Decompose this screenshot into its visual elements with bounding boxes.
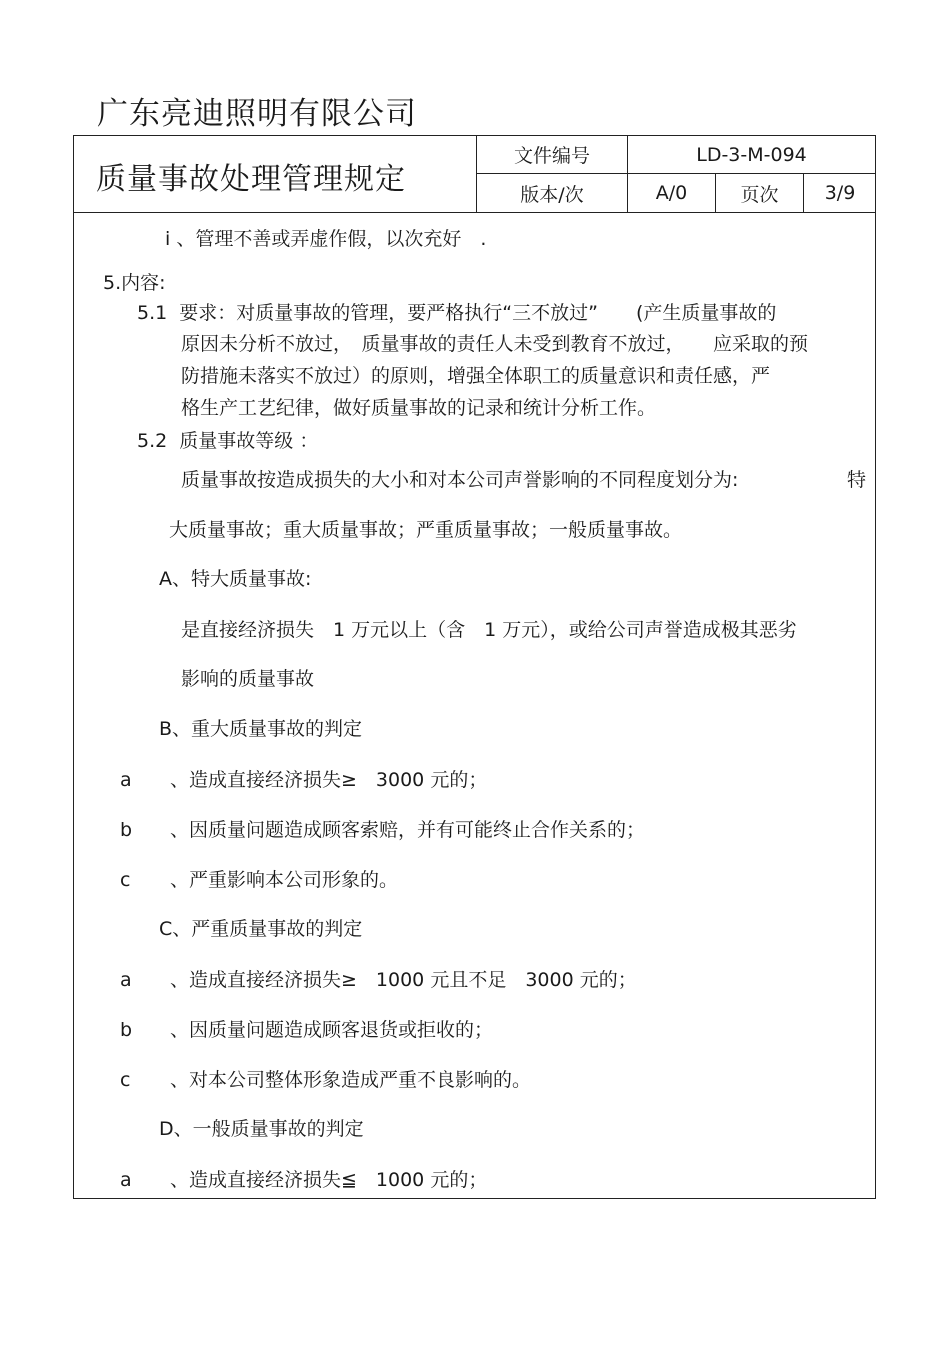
item-i: i 、管理不善或弄虚作假，以次充好 . <box>165 228 487 250</box>
category-b-item-c: 、严重影响本公司形象的。 <box>170 869 399 891</box>
file-number-value: LD-3-M-094 <box>696 143 807 166</box>
category-a-line-2: 影响的质量事故 <box>181 668 315 690</box>
category-c-item-b-marker: b <box>120 1019 133 1041</box>
category-b-item-b-marker: b <box>120 819 133 841</box>
section-5-1-line-2: 原因未分析不放过， 质量事故的责任人未受到教育不放过， 应采取的预 <box>181 333 809 355</box>
section-5-heading: 5.内容: <box>103 272 166 294</box>
section-5-2-para-line-1-end: 特 <box>847 469 867 491</box>
category-d-title: D、一般质量事故的判定 <box>159 1118 364 1140</box>
category-c-item-a-marker: a <box>120 969 132 991</box>
section-5-1-line-4: 格生产工艺纪律，做好质量事故的记录和统计分析工作。 <box>181 397 657 419</box>
category-d-item-a: 、造成直接经济损失≦ 1000 元的； <box>170 1169 488 1191</box>
version-label: 版本/次 <box>520 183 584 206</box>
header-bottom-divider <box>73 212 876 213</box>
category-a-title: A、特大质量事故: <box>159 568 312 590</box>
category-b-item-b: 、因质量问题造成顾客索赔，并有可能终止合作关系的； <box>170 819 646 841</box>
section-5-2-para-line-2: 大质量事故；重大质量事故；严重质量事故；一般质量事故。 <box>169 519 683 541</box>
section-5-2-para-line-1: 质量事故按造成损失的大小和对本公司声誉影响的不同程度划分为: <box>181 469 739 491</box>
category-c-title: C、严重质量事故的判定 <box>159 918 363 940</box>
category-d-item-a-marker: a <box>120 1169 132 1191</box>
version-value: A/0 <box>655 182 688 204</box>
category-c-item-a: 、造成直接经济损失≥ 1000 元且不足 3000 元的； <box>170 969 637 991</box>
section-5-1-line-3: 防措施未落实不放过）的原则，增强全体职工的质量意识和责任感，严 <box>181 365 771 387</box>
category-c-item-c-marker: c <box>120 1069 131 1091</box>
category-c-item-b: 、因质量问题造成顾客退货或拒收的； <box>170 1019 494 1041</box>
company-name: 广东亮迪照明有限公司 <box>97 96 417 132</box>
section-5-1-line-1: 5.1 要求：对质量事故的管理，要严格执行“三不放过” (产生质量事故的 <box>137 302 777 324</box>
section-5-2-heading: 5.2 质量事故等级 ： <box>137 430 319 452</box>
category-c-item-c: 、对本公司整体形象造成严重不良影响的。 <box>170 1069 532 1091</box>
category-a-line-1: 是直接经济损失 1 万元以上（含 1 万元），或给公司声誉造成极其恶劣 <box>181 619 797 641</box>
category-b-title: B、重大质量事故的判定 <box>159 718 363 740</box>
category-b-item-c-marker: c <box>120 869 131 891</box>
category-b-item-a: 、造成直接经济损失≥ 3000 元的； <box>170 769 488 791</box>
page-value: 3/9 <box>824 182 856 204</box>
file-number-label: 文件编号 <box>513 145 590 167</box>
page-label: 页次 <box>740 183 779 206</box>
category-b-item-a-marker: a <box>120 769 132 791</box>
document-title: 质量事故处理管理规定 <box>96 162 406 197</box>
